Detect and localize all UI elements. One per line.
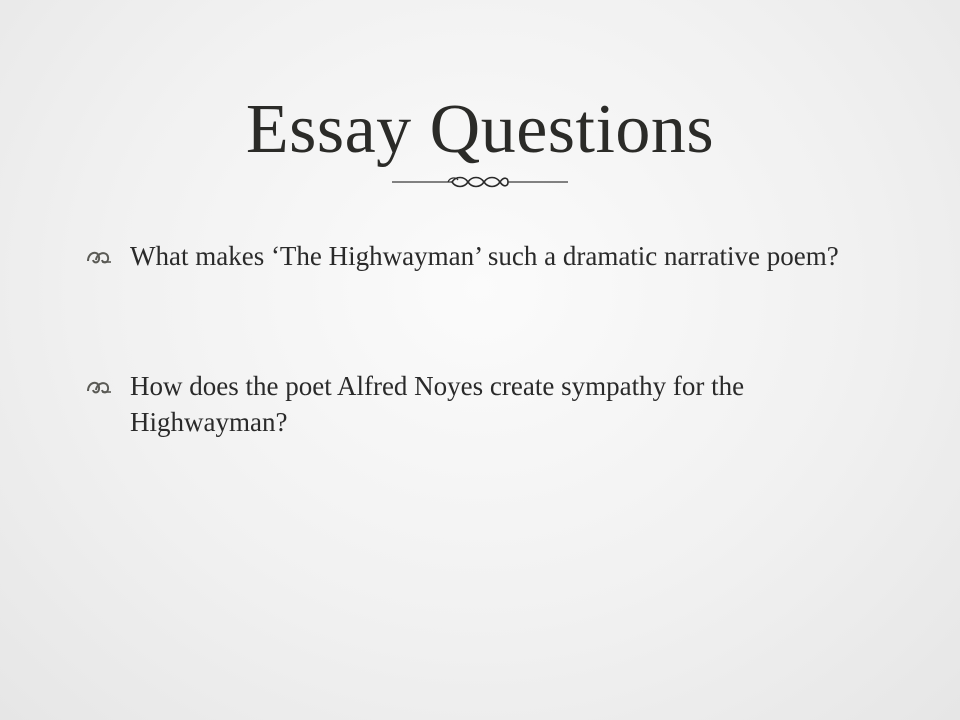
slide-title: Essay Questions — [245, 90, 715, 168]
bullet-list — [86, 238, 886, 440]
bullet-text: What makes ‘The Highwayman’ such a dramatic narrative poem? — [130, 241, 839, 271]
flourish-bullet-icon — [86, 376, 112, 398]
bullet-text: How does the poet Alfred Noyes create sympathy for the Highwayman? — [130, 371, 745, 437]
flourish-divider-icon — [390, 168, 570, 196]
flourish-bullet-icon — [86, 246, 112, 268]
list-item — [86, 238, 886, 274]
list-item — [86, 368, 886, 440]
